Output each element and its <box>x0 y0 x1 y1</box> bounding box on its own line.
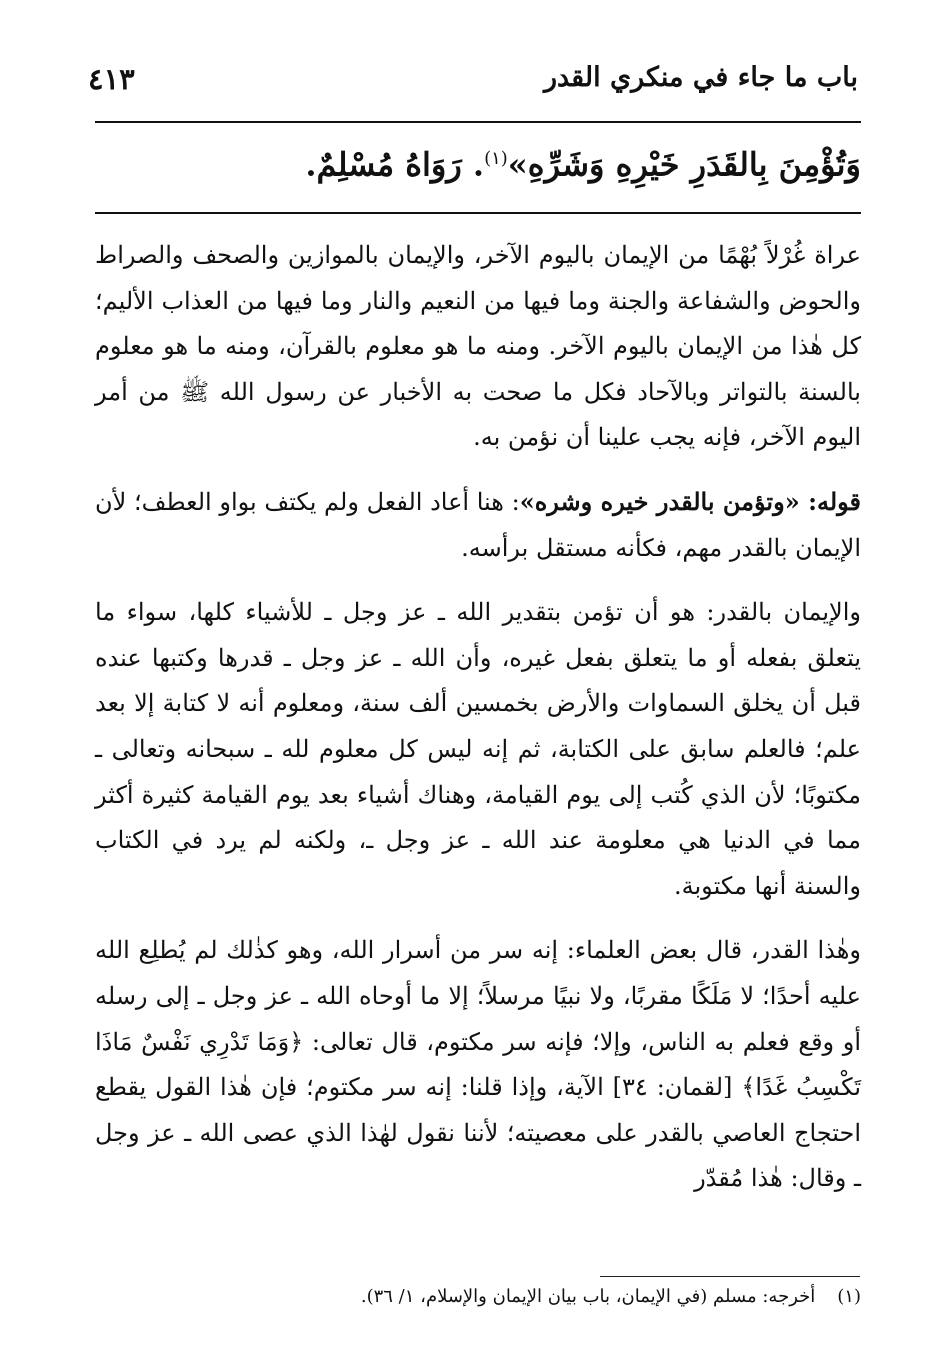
footnote-rule <box>600 1276 860 1277</box>
quoted-phrase: قوله: «وتؤمن بالقدر خيره وشره» <box>519 486 861 516</box>
running-title: باب ما جاء في منكري القدر <box>543 62 858 93</box>
footnote-text: أخرجه: مسلم (في الإيمان، باب بيان الإيمان والإسلام، ١/ ٣٦). <box>360 1286 816 1307</box>
footnote-number: (١) <box>837 1286 861 1307</box>
footnote <box>95 1282 861 1312</box>
commentary-body <box>95 232 861 1220</box>
hadith-text <box>95 128 861 196</box>
page-number: ٤١٣ <box>88 62 135 96</box>
paragraph: عراة غُرْلاً بُهْمًا من الإيمان باليوم الآخر، والإيمان بالموازين والصحف والصراط والحوض والشفاعة والجنة وما فيها من النعيم والنار وما فيها من العذاب الأليم؛ كل هٰذا من الإيمان باليوم الآخر. ومنه ما هو معلوم بالقرآن، ومنه ما هو معلوم بالسنة بالتواتر وبالآحاد فكل ما صحت به الأخبار عن رسول الله ﷺ من أمر اليوم الآخر، فإنه يجب علينا أن نؤمن به. <box>95 241 861 452</box>
paragraph: قوله: «وتؤمن بالقدر خيره وشره»: هنا أعاد الفعل ولم يكتف بواو العطف؛ لأن الإيمان بالقدر مهم، فكأنه مستقل برأسه. <box>95 486 861 562</box>
paragraph: والإيمان بالقدر: هو أن تؤمن بتقدير الله ـ عز وجل ـ للأشياء كلها، سواء ما يتعلق بفعله أو ما يتعلق بفعل غيره، وأن الله ـ عز وجل ـ قدرها وكتبها عنده قبل أن يخلق السماوات والأرض بخمسين ألف سنة، ومعلوم أنه لا كتابة إلا بعد علم؛ فالعلم سابق على الكتابة، ثم إنه ليس كل معلوم لله ـ سبحانه وتعالى ـ مكتوبًا؛ لأن الذي كُتب إلى يوم القيامة، وهناك أشياء بعد يوم القيامة كثيرة أكثر مما في الدنيا هي معلومة عند الله ـ عز وجل ـ، ولكنه لم يرد في الكتاب والسنة أنها مكتوبة. <box>95 598 862 900</box>
page-header <box>88 62 858 106</box>
paragraph: وهٰذا القدر، قال بعض العلماء: إنه سر من أسرار الله، وهو كذٰلك لم يُطلِع الله عليه أحدًا؛ لا مَلَكًا مقربًا، ولا نبيًا مرسلاً؛ إلا ما أوحاه الله ـ عز وجل ـ إلى رسله أو وقع فعلم به الناس، وإلا؛ فإنه سر مكتوم، قال تعالى: ﴿وَمَا تَدْرِي نَفْسٌ مَاذَا تَكْسِبُ غَدًا﴾ [لقمان: ٣٤] الآية، وإذا قلنا: إنه سر مكتوم؛ فإن هٰذا القول يقطع احتجاج العاصي بالقدر على معصيته؛ لأننا نقول لهٰذا الذي عصى الله ـ عز وجل ـ وقال: هٰذا مُقدّر <box>95 936 862 1193</box>
hadith-rule <box>95 212 861 214</box>
hadith-source: . رَوَاهُ مُسْلِمٌ. <box>305 145 485 184</box>
header-rule <box>95 121 861 123</box>
hadith-quote: وَتُؤْمِنَ بِالقَدَرِ خَيْرِهِ وَشَرِّهِ» <box>507 145 861 184</box>
footnote-marker: (١) <box>484 148 508 169</box>
